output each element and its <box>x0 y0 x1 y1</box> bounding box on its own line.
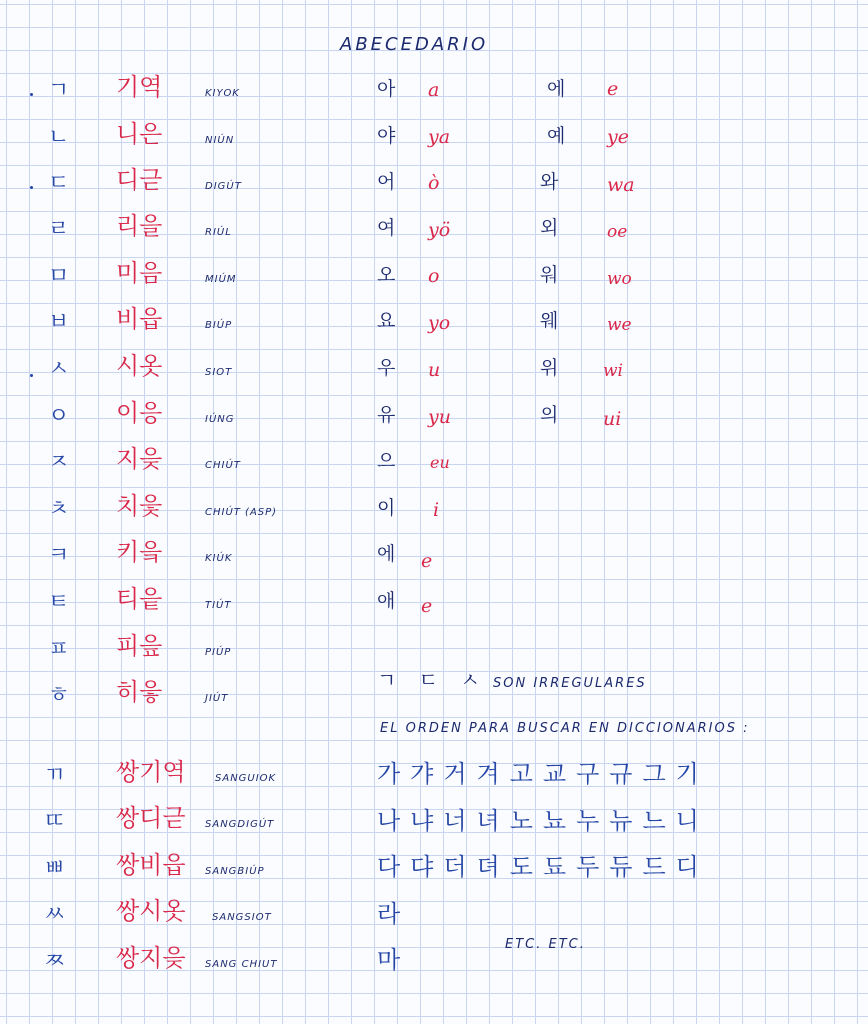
vowel-hangul: 예 <box>547 125 566 147</box>
vowel-roman: ye <box>607 126 629 148</box>
irregular-letters: ㄱ ㄷ ㅅ <box>377 668 488 692</box>
vowel-hangul: 이 <box>377 497 396 519</box>
consonant-roman: SIOT <box>205 367 233 378</box>
vowel-roman: i <box>433 499 440 521</box>
double-consonant-roman: SANG CHIUT <box>205 959 278 970</box>
dictionary-row: 가갸거겨고교구규그기 <box>377 760 709 788</box>
double-consonant-name: 쌍기역 <box>116 758 186 786</box>
vowel-hangul: 에 <box>377 543 396 565</box>
vowel-roman: yo <box>428 312 451 334</box>
vowel-roman: wi <box>603 361 623 381</box>
double-consonant-jamo: ㄸ <box>44 809 66 834</box>
double-consonant-roman: SANGUIOK <box>215 773 277 784</box>
consonant-roman: KIÚK <box>205 553 233 564</box>
vowel-hangul: 요 <box>377 310 396 332</box>
vowel-hangul: 오 <box>377 264 396 286</box>
vowel-roman: wa <box>607 174 635 196</box>
consonant-jamo: ㅋ <box>48 543 70 568</box>
consonant-name: 비읍 <box>116 305 163 333</box>
irregular-mark-dot <box>30 374 33 377</box>
vowel-roman: we <box>607 315 632 335</box>
consonant-name: 피읖 <box>116 632 163 660</box>
consonant-jamo: ㅌ <box>48 590 70 615</box>
vowel-hangul: 의 <box>540 404 559 426</box>
consonant-jamo: ㅍ <box>48 637 70 662</box>
vowel-hangul: 야 <box>377 125 396 147</box>
consonant-name: 미음 <box>116 259 163 287</box>
vowel-roman: wo <box>607 269 632 289</box>
consonant-name: 히읗 <box>116 678 163 706</box>
consonant-roman: MIÚM <box>205 274 237 285</box>
double-consonant-jamo: ㅆ <box>44 902 66 927</box>
dictionary-row: 마 <box>377 946 411 974</box>
dictionary-row: 나냐너녀노뇨누뉴느니 <box>377 807 709 835</box>
consonant-roman: KIYOK <box>205 88 240 99</box>
consonant-roman: BIÚP <box>205 320 233 331</box>
vowel-hangul: 유 <box>377 404 396 426</box>
consonant-name: 이응 <box>116 399 163 427</box>
consonant-name: 니은 <box>116 120 163 148</box>
consonant-roman: JIÚT <box>205 693 229 704</box>
vowel-hangul: 아 <box>377 78 396 100</box>
consonant-roman: PIÚP <box>205 647 232 658</box>
consonant-jamo: ㅂ <box>48 310 70 335</box>
double-consonant-jamo: ㅉ <box>44 949 66 974</box>
double-consonant-roman: SANGSIOT <box>212 912 272 923</box>
etc-note: ETC. ETC. <box>505 937 586 952</box>
vowel-hangul: 애 <box>377 590 396 612</box>
vowel-roman: e <box>607 78 619 100</box>
double-consonant-roman: SANGBIÚP <box>205 866 265 877</box>
consonant-roman: CHIÚT (ASP) <box>205 507 278 518</box>
vowel-roman: o <box>428 265 440 287</box>
vowel-roman: oe <box>607 222 628 242</box>
consonant-name: 시옷 <box>116 352 163 380</box>
dictionary-row: 라 <box>377 900 411 928</box>
consonant-roman: DIGÚT <box>205 181 242 192</box>
consonant-jamo: ㄴ <box>48 125 70 150</box>
vowel-roman: e <box>421 595 433 617</box>
vowel-hangul: 에 <box>547 78 566 100</box>
page-title: ABECEDARIO <box>340 34 489 55</box>
consonant-name: 치읓 <box>116 492 163 520</box>
consonant-jamo: ㄱ <box>48 78 70 103</box>
irregular-mark-dot <box>30 186 33 189</box>
vowel-roman: yu <box>428 406 451 428</box>
vowel-hangul: 와 <box>540 171 559 193</box>
vowel-roman: ui <box>603 408 622 430</box>
vowel-roman: ya <box>428 126 451 148</box>
consonant-name: 디귿 <box>116 166 163 194</box>
dictionary-order-heading: EL ORDEN PARA BUSCAR EN DICCIONARIOS : <box>380 721 750 736</box>
consonant-roman: TIÚT <box>205 600 232 611</box>
consonant-jamo: ㅁ <box>48 264 70 289</box>
consonant-name: 티읕 <box>116 585 163 613</box>
irregular-note: SON IRREGULARES <box>493 676 647 691</box>
consonant-jamo: ㅈ <box>48 450 70 475</box>
consonant-name: 리을 <box>116 212 163 240</box>
double-consonant-name: 쌍지읒 <box>116 944 186 972</box>
consonant-roman: NIÚN <box>205 135 235 146</box>
vowel-hangul: 위 <box>540 357 559 379</box>
double-consonant-jamo: ㄲ <box>44 763 66 788</box>
consonant-roman: RIÚL <box>205 227 232 238</box>
vowel-hangul: 어 <box>377 171 396 193</box>
consonant-name: 지읒 <box>116 445 163 473</box>
double-consonant-roman: SANGDIGÚT <box>205 819 275 830</box>
consonant-jamo: ㄷ <box>48 171 70 196</box>
vowel-hangul: 우 <box>377 357 396 379</box>
vowel-roman: u <box>428 359 441 381</box>
consonant-jamo: ㄹ <box>48 217 70 242</box>
vowel-roman: eu <box>430 453 450 472</box>
consonant-jamo: ㅎ <box>48 683 70 708</box>
vowel-hangul: 여 <box>377 217 396 239</box>
double-consonant-name: 쌍비읍 <box>116 851 186 879</box>
double-consonant-name: 쌍시옷 <box>116 897 186 925</box>
vowel-hangul: 웨 <box>540 310 559 332</box>
consonant-jamo: ㅇ <box>48 404 70 429</box>
consonant-jamo: ㅊ <box>48 497 70 522</box>
consonant-roman: CHIÚT <box>205 460 241 471</box>
vowel-roman: ò <box>428 172 440 194</box>
double-consonant-name: 쌍디귿 <box>116 804 186 832</box>
consonant-name: 키읔 <box>116 538 163 566</box>
vowel-roman: e <box>421 550 433 572</box>
vowel-hangul: 워 <box>540 264 559 286</box>
vowel-roman: yö <box>428 219 451 241</box>
dictionary-row: 다댜더뎌도됴두듀드디 <box>377 853 709 881</box>
vowel-hangul: 외 <box>540 217 559 239</box>
consonant-jamo: ㅅ <box>48 357 70 382</box>
vowel-hangul: 으 <box>377 450 396 472</box>
double-consonant-jamo: ㅃ <box>44 856 66 881</box>
vowel-roman: a <box>428 79 440 101</box>
irregular-mark-dot <box>30 93 33 96</box>
consonant-roman: IÚNG <box>205 414 235 425</box>
consonant-name: 기역 <box>116 73 163 101</box>
